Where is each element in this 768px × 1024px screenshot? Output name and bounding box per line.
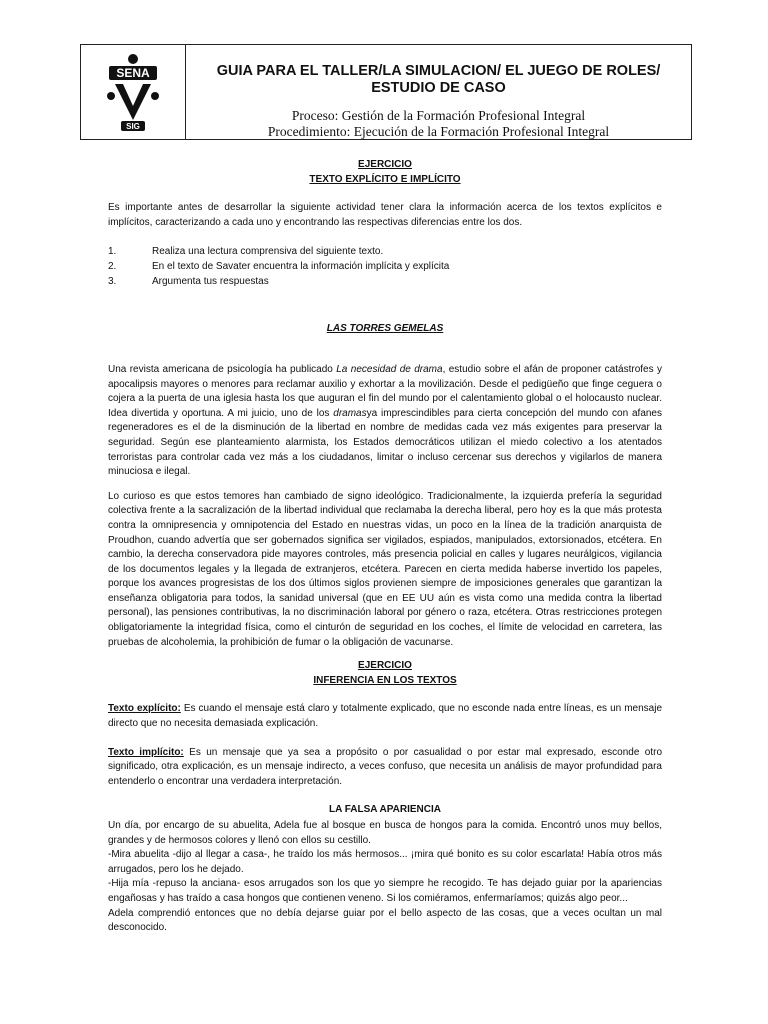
falsa-apariencia-title: LA FALSA APARIENCIA <box>328 804 442 816</box>
document-title <box>186 63 691 97</box>
exercise-2-heading: EJERCICIO <box>358 660 412 672</box>
instructions-list <box>108 244 662 289</box>
list-text: Argumenta tus respuestas <box>152 276 269 288</box>
title-line-2: ESTUDIO DE CASO <box>371 80 506 96</box>
book-title: La necesidad de drama <box>336 363 443 375</box>
logo-text: SENA <box>116 66 150 80</box>
definition-text: Es un mensaje que ya sea a propósito o por casualidad o por estar mal expresado, esconde otro significado, otra explicación, es un mensaje indirecto, a veces confuso, que necesita un análisis de mayor profundidad para entenderlo o encontrar una verdadera interpretación. <box>108 746 663 787</box>
story-line: -Mira abuelita -dijo al llegar a casa-, he traído los más hermosos... ¡mira qué bonito es su color escarlata! Había otros más arrugados, pero los he dejado. <box>108 849 662 875</box>
explicit-definition <box>108 702 662 731</box>
sena-logo <box>91 50 175 134</box>
title-cell <box>186 45 691 139</box>
exercise-1-intro: Es importante antes de desarrollar la siguiente actividad tener clara la información acerca de los textos explícitos e implícitos, caracterizando a cada uno y encontrando las respectivas diferencias entre los dos. <box>108 202 662 228</box>
title-line-1: GUIA PARA EL TALLER/LA SIMULACION/ EL JUEGO DE ROLES/ <box>216 63 661 79</box>
exercise-1-heading: EJERCICIO <box>358 159 412 170</box>
torres-title: LAS TORRES GEMELAS <box>326 323 444 335</box>
implicit-definition <box>108 746 662 790</box>
story-line: -Hija mía -repuso la anciana- esos arrugados son los que yo siempre he recogido. Te has dejado guiar por la apariencias engañosas y has traído a casa hongos que contienen veneno. Si los comiéramos, enfermaríamos; quizás algo peor... <box>108 878 662 904</box>
torres-paragraph-2: Lo curioso es que estos temores han cambiado de signo ideológico. Tradicionalmente, la izquierda prefería la seguridad colectiva frente a la sacralización de la libertad individual que reclamaba la derecha liberal, pero hoy es la que más protesta contra la omnipresencia y omnipotencia del Estado en nuestras vidas, un poco en la línea de la tradición anarquista de Proudhon, cuando advertía que ser gobernados significa ser vigilados, espiados, manipulados, extorsionados, etcétera. En cambio, la derecha conservadora pide mayores controles, más presencia policial en calles y lugares neurálgicos, vigilancia de los documentos legales y la llegada de extranjeros, etcétera. Parecen en cierta medida haberse invertido los papeles, porque los avances progresistas de los dos últimos siglos provienen siempre de imposiciones generales que garantizan la enseñanza obligatoria para todos, la sanidad universal (que en EE UU aún es vista como una medida contra la libertad personal), las pensiones contributivas, la no discriminación laboral por género o raza, etcétera. Otras restricciones protegen obligatoriamente la integridad física, como el cinturón de seguridad en los coches, el límite de velocidad en carretera, las pruebas de alcoholemia, la prohibición de fumar o la obligación de vacunarse. <box>108 490 662 648</box>
list-number: 1. <box>108 246 117 258</box>
definition-label: Texto explícito: <box>108 703 181 715</box>
definition-text: Es cuando el mensaje está claro y totalmente explicado, que no esconde nada entre líneas, es un mensaje directo que no necesita demasiada explicación. <box>108 703 663 730</box>
document-header <box>80 44 692 140</box>
logo-subtext: SIG <box>126 122 140 131</box>
exercise-2-subheading: INFERENCIA EN LOS TEXTOS <box>313 674 457 686</box>
exercise-1-subheading: TEXTO EXPLÍCITO E IMPLÍCITO <box>309 173 461 185</box>
list-text: Realiza una lectura comprensiva del siguiente texto. <box>152 246 384 258</box>
story-line: Adela comprendió entonces que no debía dejarse guiar por el bello aspecto de las cosas, que a veces ocultan un mal desconocido. <box>108 907 662 934</box>
list-number: 3. <box>108 276 117 288</box>
text-run: ya imprescindibles para cierta concepción del mundo con afanes regeneradores es el de la disminución de la libertad en nombre de medidas cada vez más exigentes para preservar la seguridad. Según ese planteamiento alarmista, los Estados democráticos utilizan el miedo colectivo a los atentados terroristas para controlar cada vez más a los ciudadanos, limitar o incluso cercenar sus derechos y vigilarlos de manera minuciosa e ilegal. <box>108 407 662 478</box>
list-text: En el texto de Savater encuentra la información implícita y explícita <box>152 261 450 273</box>
procedimiento-line: Procedimiento: Ejecución de la Formación Profesional Integral <box>267 124 610 139</box>
definition-label: Texto implícito: <box>108 746 184 758</box>
text-run: Una revista americana de psicología ha publicado <box>108 363 337 375</box>
emphasis: dramas <box>333 407 367 419</box>
proceso-line: Proceso: Gestión de la Formación Profesional Integral <box>291 108 586 123</box>
process-info <box>186 108 691 140</box>
text-run: , estudio sobre el afán de proponer catástrofes y apocalipsis mayores o menores para reclamar auxilio y exhortar a la movilización. Desde el pedigüeño que finge ceguera o cojera a la puerta de una iglesia hasta los que auguran el fin del mundo por el calentamiento global o el holocausto nuclear. Idea divertida y oportuna. A mi juicio, uno de los <box>108 363 662 419</box>
list-item <box>108 259 662 274</box>
list-number: 2. <box>108 261 117 273</box>
logo-cell <box>81 45 186 139</box>
story-line: Un día, por encargo de su abuelita, Adela fue al bosque en busca de hongos para la comida. Encontró unos muy bellos, grandes y de hermosos colores y llenó con ellos su cestillo. <box>108 820 662 846</box>
torres-paragraph-1 <box>108 363 662 480</box>
document-body <box>108 158 662 936</box>
list-item <box>108 244 662 259</box>
list-item <box>108 274 662 289</box>
